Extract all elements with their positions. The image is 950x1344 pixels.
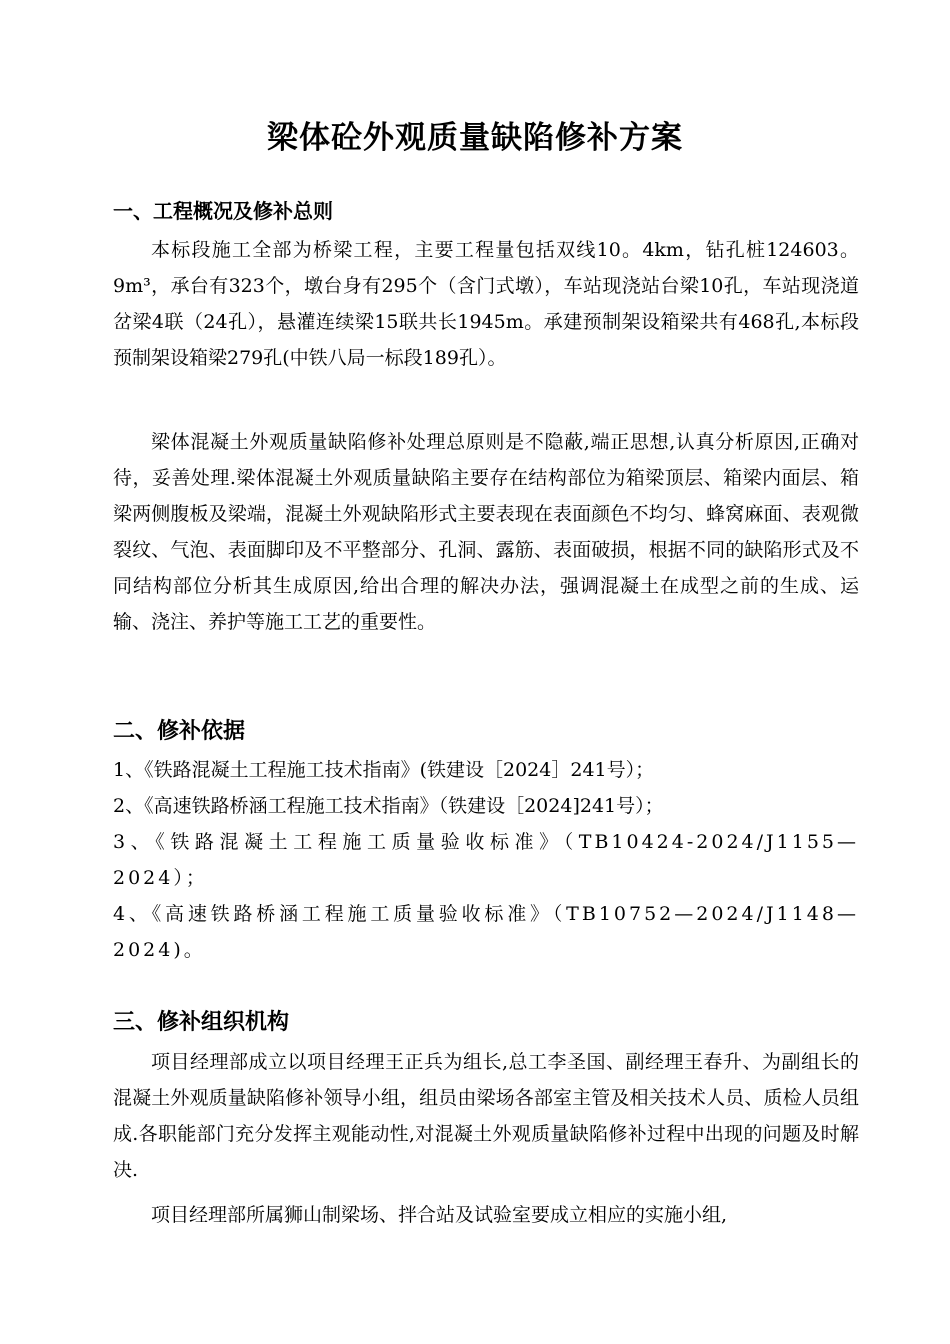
reference-item-1: 1、《铁路混凝土工程施工技术指南》(铁建设［2024］241号）； xyxy=(113,759,655,781)
reference-item-3: 3、《铁路混凝土工程施工质量验收标准》（TB10424-2024/J1155—2024）； xyxy=(113,831,859,889)
section-2-heading: 二、修补依据 xyxy=(113,719,246,744)
document-title: 梁体砼外观质量缺陷修补方案 xyxy=(267,120,683,156)
section-3-paragraph-1: 项目经理部成立以项目经理王正兵为组长,总工李圣国、副经理王春升、为副组长的混凝土外观质量缺陷修补领导小组，组员由梁场各部室主管及相关技术人员、质检人员组成.各职能部门充分发挥主观能动性,对混凝土外观质量缺陷修补过程中出现的问题及时解决. xyxy=(113,1051,859,1181)
reference-item-4: 4、《高速铁路桥涵工程施工质量验收标准》（TB10752—2024/J1148—2024)。 xyxy=(113,903,859,961)
reference-list xyxy=(113,752,859,968)
section-1-heading: 一、工程概况及修补总则 xyxy=(113,199,333,223)
section-1-paragraph-2: 梁体混凝土外观质量缺陷修补处理总原则是不隐蔽,端正思想,认真分析原因,正确对待，妥善处理.梁体混凝土外观质量缺陷主要存在结构部位为箱梁顶层、箱梁内面层、箱梁两侧腹板及梁端，混凝土外观缺陷形式主要表现在表面颜色不均匀、蜂窝麻面、表观微裂纹、气泡、表面脚印及不平整部分、孔洞、露筋、表面破损，根据不同的缺陷形式及不同结构部位分析其生成原因,给出合理的解决办法，强调混凝土在成型之前的生成、运输、浇注、养护等施工工艺的重要性。 xyxy=(113,431,859,633)
section-1-paragraph-1: 本标段施工全部为桥梁工程，主要工程量包括双线10。4km，钻孔桩124603。9m³，承台有323个，墩台身有295个（含门式墩），车站现浇站台梁10孔，车站现浇道岔梁4联（24孔），悬灌连续梁15联共长1945m。承建预制架设箱梁共有468孔,本标段预制架设箱梁279孔(中铁八局一标段189孔）。 xyxy=(113,239,859,369)
section-3-heading: 三、修补组织机构 xyxy=(113,1010,290,1035)
reference-item-2: 2、《高速铁路桥涵工程施工技术指南》（铁建设［2024]241号）； xyxy=(113,795,664,817)
section-3-paragraph-2: 项目经理部所属狮山制梁场、拌合站及试验室要成立相应的实施小组, xyxy=(151,1204,728,1226)
